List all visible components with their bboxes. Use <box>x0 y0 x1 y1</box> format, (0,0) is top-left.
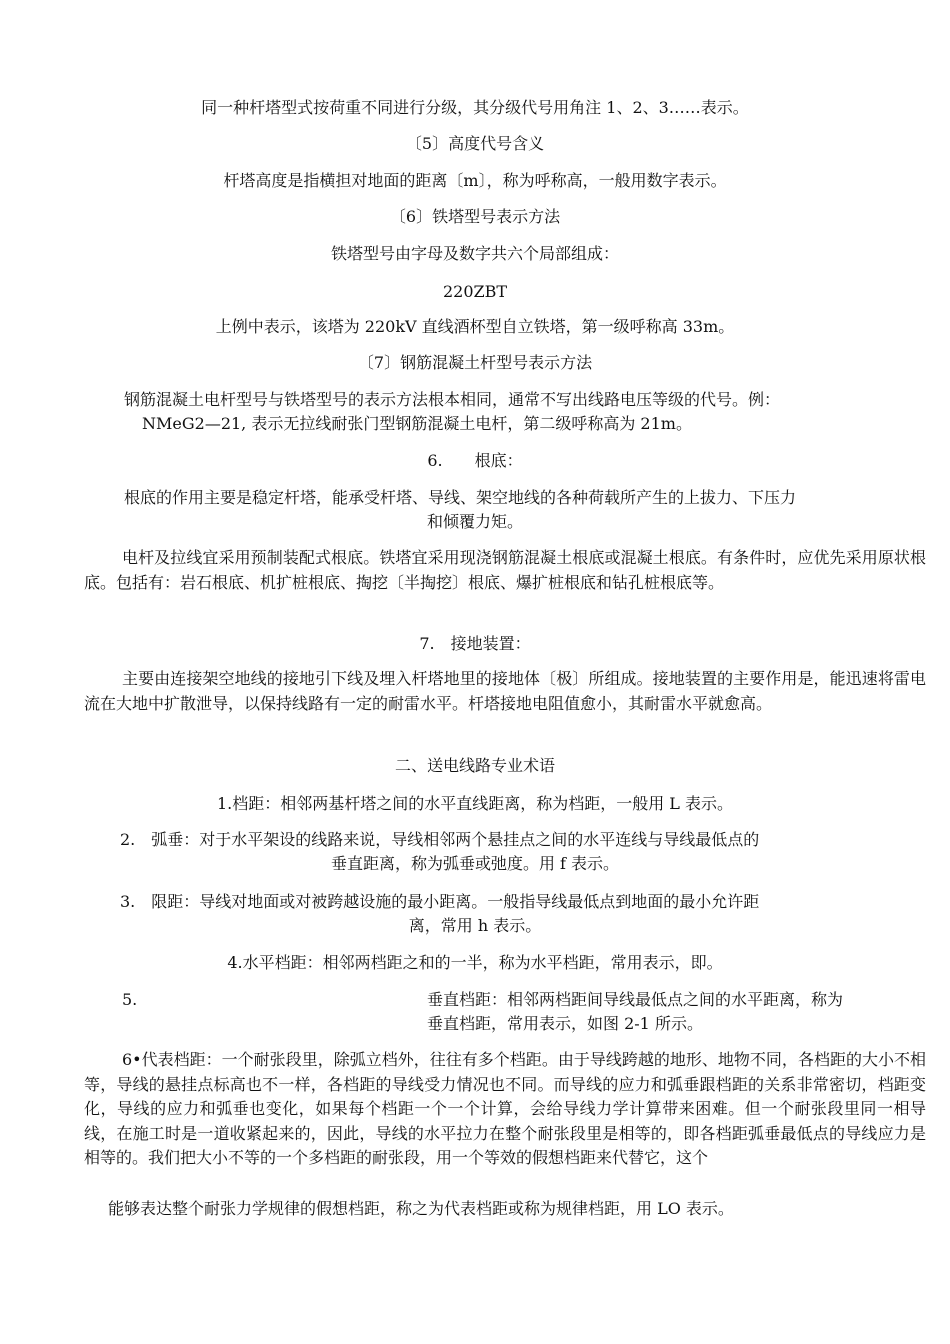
section-heading: 6. 根底： <box>427 451 523 470</box>
section-heading: 〔7〕钢筋混凝土杆型号表示方法 <box>357 353 593 372</box>
term-line: 离，常用 h 表示。 <box>408 916 542 935</box>
paragraph: 电杆及拉线宜采用预制装配式根底。铁塔宜采用现浇钢筋混凝土根底或混凝土根底。有条件时，应优先采用原状根底。包括有：岩石根底、机扩桩根底、掏挖〔半掏挖〕根底、爆扩桩根底和钻孔桩根底等。 <box>84 548 926 592</box>
text-line: 铁塔型号由字母及数字共六个局部组成： <box>330 244 619 263</box>
paragraph: 主要由连接架空地线的接地引下线及埋入杆塔地里的接地体〔极〕所组成。接地装置的主要作用是，能迅速将雷电流在大地中扩散泄导，以保持线路有一定的耐雷水平。杆塔接地电阻值愈小，其耐雷水平就愈高。 <box>84 669 926 713</box>
section-heading: 〔6〕铁塔型号表示方法 <box>389 207 561 226</box>
term-line: 3. 限距：导线对地面或对被跨越设施的最小距离。一般指导线最低点到地面的最小允许距 <box>120 892 760 911</box>
tower-code: 220ZBT <box>442 282 508 301</box>
term-line: 2. 弧垂：对于水平架设的线路来说，导线相邻两个悬挂点之间的水平连线与导线最低点的 <box>120 830 760 849</box>
text-line: 上例中表示，该塔为 220kV 直线酒杯型自立铁塔，第一级呼称高 33m。 <box>215 317 735 336</box>
term-line: 4.水平档距：相邻两档距之和的一半，称为水平档距，常用表示，即。 <box>227 953 723 972</box>
term-line: 垂直档距：相邻两档距间导线最低点之间的水平距离，称为 <box>427 990 844 1009</box>
text-line: NMeG2—21, 表示无拉线耐张门型钢筋混凝土电杆，第二级呼称高为 21m。 <box>142 414 692 433</box>
text-line: 杆塔高度是指横担对地面的距离〔m〕，称为呼称高，一般用数字表示。 <box>223 171 727 190</box>
text-line: 钢筋混凝土电杆型号与铁塔型号的表示方法根本相同，通常不写出线路电压等级的代号。例： <box>124 390 781 409</box>
section-heading: 〔5〕高度代号含义 <box>405 134 545 153</box>
section-heading: 7. 接地装置： <box>419 634 531 653</box>
paragraph: 6•代表档距：一个耐张段里，除弧立档外，往往有多个档距。由于导线跨越的地形、地物不同，各档距的大小不相等，导线的悬挂点标高也不一样，各档距的导线受力情况也不同。而导线的应力和弧垂跟档距的关系非常密切，档距变化，导线的应力和弧垂也变化，如果每个档距一个一个计算，会给导线力学计算带来困难。但一个耐张段里同一相导线，在施工时是一道收紧起来的，因此，导线的水平拉力在整个耐张段里是相等的，即各档距弧垂最低点的导线应力是相等的。我们把大小不等的一个多档距的耐张段，用一个等效的假想档距来代替它，这个 <box>84 1050 926 1167</box>
term-line: 垂直距离，称为弧垂或弛度。用 f 表示。 <box>330 854 620 873</box>
text-line: 能够表达整个耐张力学规律的假想档距，称之为代表档距或称为规律档距，用 LO 表示。 <box>108 1199 734 1218</box>
term-number: 5. <box>122 990 138 1009</box>
term-line: 垂直档距，常用表示，如图 2-1 所示。 <box>427 1014 703 1033</box>
text-line: 根底的作用主要是稳定杆塔，能承受杆塔、导线、架空地线的各种荷载所产生的上拔力、下压力 <box>124 488 797 507</box>
text-line: 同一种杆塔型式按荷重不同进行分级，其分级代号用角注 1、2、3……表示。 <box>201 98 749 117</box>
text-line: 和倾覆力矩。 <box>426 512 523 531</box>
section-heading: 二、送电线路专业术语 <box>394 756 555 775</box>
term-line: 1.档距：相邻两基杆塔之间的水平直线距离，称为档距，一般用 L 表示。 <box>216 794 734 813</box>
